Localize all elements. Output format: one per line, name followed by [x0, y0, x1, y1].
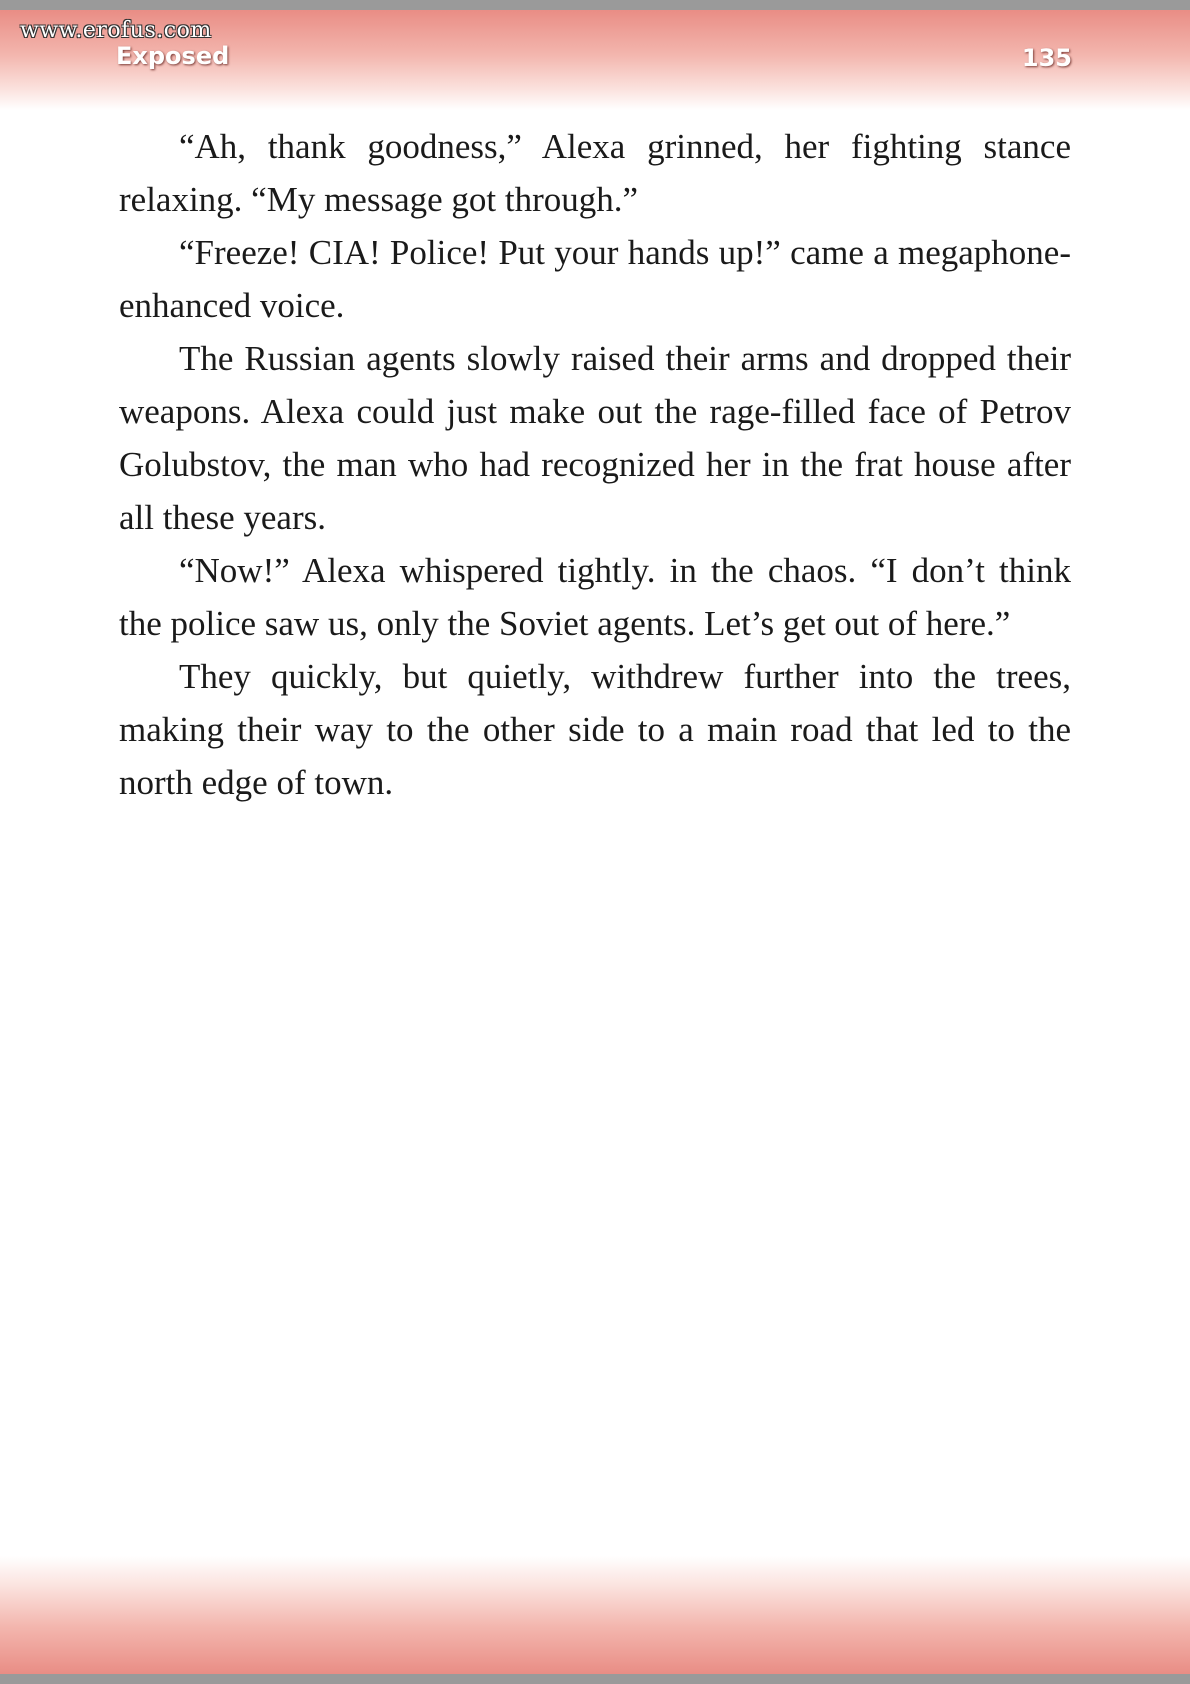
paragraph-1: “Ah, thank goodness,” Alexa grinned, her fighting stance relaxing. “My message got through.”: [119, 127, 1071, 219]
bottom-rule: [0, 1674, 1190, 1684]
paragraph-4: “Now!” Alexa whispered tightly. in the chaos. “I don’t think the police saw us, only the Soviet agents. Let’s get out of here.”: [119, 551, 1071, 643]
top-rule: [0, 0, 1190, 10]
paragraph-2: “Freeze! CIA! Police! Put your hands up!” came a megaphone-enhanced voice.: [119, 233, 1071, 325]
body-text: [119, 120, 1071, 809]
paragraph-3: The Russian agents slowly raised their arms and dropped their weapons. Alexa could just make out the rage-filled face of Petrov Golubstov, the man who had recognized her in the frat house after all these years.: [119, 339, 1071, 537]
paragraph-5: They quickly, but quietly, withdrew further into the trees, making their way to the other side to a main road that led to the north edge of town.: [119, 657, 1071, 802]
footer-band: [0, 1556, 1190, 1674]
header-band: [0, 10, 1190, 110]
watermark-text: www.erofus.com: [20, 18, 212, 43]
running-title: Exposed: [116, 42, 230, 70]
page-number: 135: [1021, 44, 1072, 72]
